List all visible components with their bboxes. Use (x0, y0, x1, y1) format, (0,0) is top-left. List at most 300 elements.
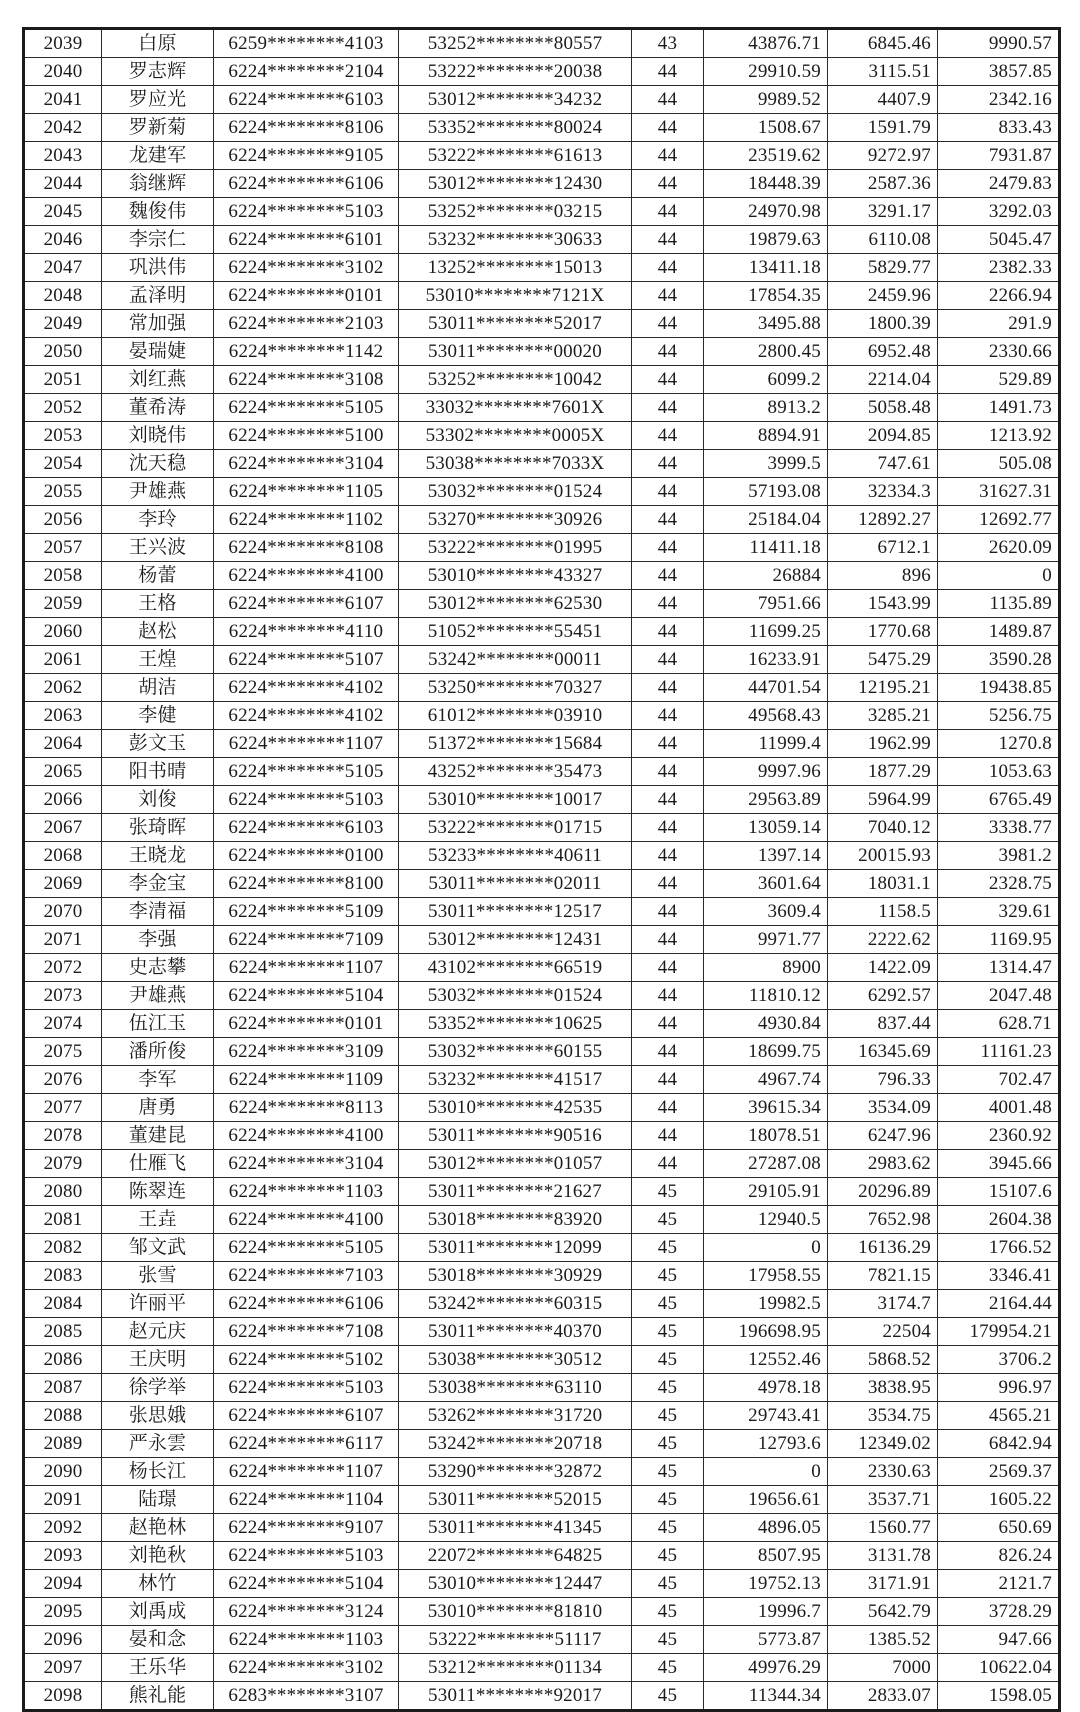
cell-sequence-number: 2039 (24, 29, 102, 58)
cell-group-code: 44 (632, 646, 704, 674)
cell-sequence-number: 2059 (24, 590, 102, 618)
cell-amount-2: 16345.69 (828, 1038, 938, 1066)
cell-amount-2: 896 (828, 562, 938, 590)
cell-sequence-number: 2054 (24, 450, 102, 478)
cell-amount-2: 2214.04 (828, 366, 938, 394)
cell-sequence-number: 2045 (24, 198, 102, 226)
cell-masked-id-number: 53011********52015 (399, 1486, 632, 1514)
cell-person-name: 董希涛 (102, 394, 214, 422)
cell-amount-1: 49568.43 (704, 702, 828, 730)
cell-amount-1: 23519.62 (704, 142, 828, 170)
cell-sequence-number: 2081 (24, 1206, 102, 1234)
cell-amount-2: 1560.77 (828, 1514, 938, 1542)
cell-amount-3: 996.97 (938, 1374, 1060, 1402)
cell-group-code: 44 (632, 338, 704, 366)
cell-masked-card-number: 6224********6117 (214, 1430, 399, 1458)
cell-group-code: 44 (632, 870, 704, 898)
cell-masked-card-number: 6224********5102 (214, 1346, 399, 1374)
cell-amount-1: 19879.63 (704, 226, 828, 254)
cell-sequence-number: 2047 (24, 254, 102, 282)
cell-amount-2: 2983.62 (828, 1150, 938, 1178)
cell-group-code: 45 (632, 1542, 704, 1570)
cell-person-name: 张雪 (102, 1262, 214, 1290)
cell-masked-card-number: 6224********3104 (214, 1150, 399, 1178)
cell-amount-2: 6247.96 (828, 1122, 938, 1150)
cell-group-code: 45 (632, 1318, 704, 1346)
cell-masked-id-number: 53012********62530 (399, 590, 632, 618)
cell-masked-id-number: 53032********01524 (399, 982, 632, 1010)
table-row (24, 142, 1060, 170)
cell-amount-3: 3706.2 (938, 1346, 1060, 1374)
cell-masked-id-number: 53352********80024 (399, 114, 632, 142)
cell-amount-1: 3999.5 (704, 450, 828, 478)
cell-person-name: 李金宝 (102, 870, 214, 898)
cell-person-name: 沈天稳 (102, 450, 214, 478)
cell-group-code: 44 (632, 1066, 704, 1094)
cell-sequence-number: 2071 (24, 926, 102, 954)
cell-group-code: 44 (632, 310, 704, 338)
table-row (24, 394, 1060, 422)
cell-amount-2: 6110.08 (828, 226, 938, 254)
cell-amount-2: 5829.77 (828, 254, 938, 282)
cell-amount-3: 3292.03 (938, 198, 1060, 226)
cell-amount-1: 11699.25 (704, 618, 828, 646)
cell-person-name: 罗志辉 (102, 58, 214, 86)
cell-amount-2: 12349.02 (828, 1430, 938, 1458)
cell-masked-id-number: 53232********41517 (399, 1066, 632, 1094)
cell-person-name: 魏俊伟 (102, 198, 214, 226)
cell-group-code: 44 (632, 926, 704, 954)
cell-masked-id-number: 33032********7601X (399, 394, 632, 422)
cell-amount-1: 8913.2 (704, 394, 828, 422)
cell-masked-card-number: 6224********5103 (214, 1542, 399, 1570)
cell-sequence-number: 2090 (24, 1458, 102, 1486)
cell-masked-card-number: 6224********8113 (214, 1094, 399, 1122)
cell-amount-2: 3537.71 (828, 1486, 938, 1514)
cell-amount-1: 7951.66 (704, 590, 828, 618)
cell-sequence-number: 2040 (24, 58, 102, 86)
cell-amount-2: 5642.79 (828, 1598, 938, 1626)
cell-person-name: 赵元庆 (102, 1318, 214, 1346)
table-row (24, 534, 1060, 562)
cell-amount-1: 29910.59 (704, 58, 828, 86)
cell-amount-3: 2164.44 (938, 1290, 1060, 1318)
cell-sequence-number: 2084 (24, 1290, 102, 1318)
cell-person-name: 罗新菊 (102, 114, 214, 142)
cell-person-name: 刘红燕 (102, 366, 214, 394)
table-row (24, 1346, 1060, 1374)
cell-group-code: 44 (632, 842, 704, 870)
table-row (24, 478, 1060, 506)
cell-amount-1: 16233.91 (704, 646, 828, 674)
cell-masked-id-number: 43102********66519 (399, 954, 632, 982)
cell-group-code: 44 (632, 898, 704, 926)
table-row (24, 1570, 1060, 1598)
cell-group-code: 44 (632, 982, 704, 1010)
cell-masked-card-number: 6224********1105 (214, 478, 399, 506)
cell-amount-1: 17854.35 (704, 282, 828, 310)
cell-amount-3: 5045.47 (938, 226, 1060, 254)
cell-amount-2: 3131.78 (828, 1542, 938, 1570)
cell-amount-1: 49976.29 (704, 1654, 828, 1682)
cell-sequence-number: 2089 (24, 1430, 102, 1458)
cell-masked-card-number: 6224********8106 (214, 114, 399, 142)
table-row (24, 1066, 1060, 1094)
cell-group-code: 44 (632, 1122, 704, 1150)
cell-amount-1: 8894.91 (704, 422, 828, 450)
cell-amount-3: 1213.92 (938, 422, 1060, 450)
cell-group-code: 44 (632, 86, 704, 114)
cell-amount-2: 12892.27 (828, 506, 938, 534)
cell-amount-2: 747.61 (828, 450, 938, 478)
table-row (24, 58, 1060, 86)
cell-masked-id-number: 53012********34232 (399, 86, 632, 114)
cell-sequence-number: 2088 (24, 1402, 102, 1430)
cell-masked-id-number: 51052********55451 (399, 618, 632, 646)
cell-person-name: 罗应光 (102, 86, 214, 114)
cell-amount-1: 12940.5 (704, 1206, 828, 1234)
cell-amount-1: 3601.64 (704, 870, 828, 898)
table-row (24, 1430, 1060, 1458)
cell-sequence-number: 2042 (24, 114, 102, 142)
cell-amount-1: 3609.4 (704, 898, 828, 926)
cell-masked-card-number: 6224********5105 (214, 758, 399, 786)
cell-amount-1: 18699.75 (704, 1038, 828, 1066)
cell-group-code: 45 (632, 1598, 704, 1626)
cell-sequence-number: 2049 (24, 310, 102, 338)
cell-group-code: 44 (632, 702, 704, 730)
cell-masked-id-number: 53018********83920 (399, 1206, 632, 1234)
table-row (24, 618, 1060, 646)
cell-sequence-number: 2094 (24, 1570, 102, 1598)
cell-masked-id-number: 53352********10625 (399, 1010, 632, 1038)
cell-amount-2: 3171.91 (828, 1570, 938, 1598)
table-row (24, 422, 1060, 450)
cell-sequence-number: 2069 (24, 870, 102, 898)
cell-masked-card-number: 6224********6107 (214, 590, 399, 618)
table-row (24, 1122, 1060, 1150)
cell-sequence-number: 2082 (24, 1234, 102, 1262)
cell-masked-card-number: 6224********1104 (214, 1486, 399, 1514)
cell-person-name: 许丽平 (102, 1290, 214, 1318)
cell-masked-id-number: 53222********01715 (399, 814, 632, 842)
cell-masked-id-number: 53011********02011 (399, 870, 632, 898)
cell-masked-id-number: 53242********00011 (399, 646, 632, 674)
cell-amount-1: 17958.55 (704, 1262, 828, 1290)
cell-sequence-number: 2097 (24, 1654, 102, 1682)
cell-masked-card-number: 6224********1107 (214, 1458, 399, 1486)
cell-group-code: 44 (632, 478, 704, 506)
cell-sequence-number: 2087 (24, 1374, 102, 1402)
cell-person-name: 史志攀 (102, 954, 214, 982)
cell-amount-2: 4407.9 (828, 86, 938, 114)
cell-amount-3: 19438.85 (938, 674, 1060, 702)
cell-amount-2: 1591.79 (828, 114, 938, 142)
cell-masked-id-number: 13252********15013 (399, 254, 632, 282)
table-row (24, 170, 1060, 198)
cell-person-name: 林竹 (102, 1570, 214, 1598)
cell-group-code: 45 (632, 1290, 704, 1318)
cell-sequence-number: 2098 (24, 1682, 102, 1711)
cell-sequence-number: 2079 (24, 1150, 102, 1178)
cell-group-code: 45 (632, 1402, 704, 1430)
cell-person-name: 熊礼能 (102, 1682, 214, 1711)
cell-masked-id-number: 53242********60315 (399, 1290, 632, 1318)
cell-person-name: 潘所俊 (102, 1038, 214, 1066)
cell-group-code: 45 (632, 1514, 704, 1542)
cell-masked-id-number: 53222********20038 (399, 58, 632, 86)
cell-amount-1: 11810.12 (704, 982, 828, 1010)
cell-masked-card-number: 6224********6103 (214, 86, 399, 114)
cell-masked-card-number: 6224********2103 (214, 310, 399, 338)
cell-masked-card-number: 6224********5109 (214, 898, 399, 926)
table-row (24, 198, 1060, 226)
cell-amount-1: 26884 (704, 562, 828, 590)
cell-sequence-number: 2078 (24, 1122, 102, 1150)
cell-amount-1: 8900 (704, 954, 828, 982)
cell-group-code: 44 (632, 1010, 704, 1038)
cell-masked-card-number: 6224********5100 (214, 422, 399, 450)
cell-masked-card-number: 6224********5104 (214, 982, 399, 1010)
cell-person-name: 王煌 (102, 646, 214, 674)
cell-masked-card-number: 6224********9107 (214, 1514, 399, 1542)
cell-masked-card-number: 6224********3102 (214, 254, 399, 282)
cell-person-name: 常加强 (102, 310, 214, 338)
cell-masked-card-number: 6224********4102 (214, 674, 399, 702)
cell-amount-1: 4967.74 (704, 1066, 828, 1094)
cell-sequence-number: 2043 (24, 142, 102, 170)
cell-masked-id-number: 53012********12431 (399, 926, 632, 954)
cell-amount-1: 29105.91 (704, 1178, 828, 1206)
cell-sequence-number: 2062 (24, 674, 102, 702)
table-row (24, 730, 1060, 758)
table-row (24, 1318, 1060, 1346)
cell-masked-id-number: 53012********01057 (399, 1150, 632, 1178)
cell-sequence-number: 2066 (24, 786, 102, 814)
cell-group-code: 44 (632, 450, 704, 478)
cell-amount-1: 11411.18 (704, 534, 828, 562)
cell-group-code: 44 (632, 422, 704, 450)
cell-sequence-number: 2083 (24, 1262, 102, 1290)
cell-amount-3: 291.9 (938, 310, 1060, 338)
cell-masked-card-number: 6224********8100 (214, 870, 399, 898)
cell-amount-2: 6712.1 (828, 534, 938, 562)
cell-amount-1: 19752.13 (704, 1570, 828, 1598)
cell-person-name: 彭文玉 (102, 730, 214, 758)
cell-masked-id-number: 53012********12430 (399, 170, 632, 198)
cell-amount-1: 19656.61 (704, 1486, 828, 1514)
cell-sequence-number: 2085 (24, 1318, 102, 1346)
cell-masked-id-number: 53018********30929 (399, 1262, 632, 1290)
cell-amount-1: 6099.2 (704, 366, 828, 394)
cell-sequence-number: 2065 (24, 758, 102, 786)
cell-masked-id-number: 53222********01995 (399, 534, 632, 562)
cell-amount-1: 24970.98 (704, 198, 828, 226)
cell-group-code: 44 (632, 114, 704, 142)
cell-sequence-number: 2056 (24, 506, 102, 534)
cell-masked-card-number: 6224********7108 (214, 1318, 399, 1346)
cell-group-code: 43 (632, 29, 704, 58)
cell-person-name: 晏和念 (102, 1626, 214, 1654)
cell-amount-2: 7040.12 (828, 814, 938, 842)
cell-sequence-number: 2050 (24, 338, 102, 366)
cell-group-code: 44 (632, 618, 704, 646)
cell-masked-id-number: 53252********80557 (399, 29, 632, 58)
cell-amount-2: 837.44 (828, 1010, 938, 1038)
cell-amount-3: 3945.66 (938, 1150, 1060, 1178)
cell-amount-3: 529.89 (938, 366, 1060, 394)
cell-person-name: 巩洪伟 (102, 254, 214, 282)
cell-person-name: 刘晓伟 (102, 422, 214, 450)
cell-amount-1: 29743.41 (704, 1402, 828, 1430)
cell-masked-card-number: 6224********1142 (214, 338, 399, 366)
cell-person-name: 阳书晴 (102, 758, 214, 786)
cell-amount-2: 1962.99 (828, 730, 938, 758)
cell-amount-2: 796.33 (828, 1066, 938, 1094)
cell-person-name: 唐勇 (102, 1094, 214, 1122)
cell-person-name: 李清福 (102, 898, 214, 926)
cell-masked-id-number: 53011********40370 (399, 1318, 632, 1346)
cell-amount-3: 2360.92 (938, 1122, 1060, 1150)
cell-group-code: 44 (632, 1094, 704, 1122)
cell-group-code: 44 (632, 1150, 704, 1178)
cell-group-code: 44 (632, 758, 704, 786)
cell-masked-card-number: 6224********5105 (214, 1234, 399, 1262)
cell-masked-card-number: 6224********3124 (214, 1598, 399, 1626)
table-row (24, 1486, 1060, 1514)
table-row (24, 786, 1060, 814)
cell-sequence-number: 2072 (24, 954, 102, 982)
cell-person-name: 尹雄燕 (102, 982, 214, 1010)
cell-masked-card-number: 6224********0101 (214, 282, 399, 310)
cell-amount-3: 833.43 (938, 114, 1060, 142)
cell-masked-card-number: 6224********5105 (214, 394, 399, 422)
table-row (24, 254, 1060, 282)
cell-group-code: 44 (632, 58, 704, 86)
cell-amount-3: 3346.41 (938, 1262, 1060, 1290)
cell-amount-1: 44701.54 (704, 674, 828, 702)
cell-amount-3: 1270.8 (938, 730, 1060, 758)
cell-amount-1: 9997.96 (704, 758, 828, 786)
cell-masked-id-number: 53222********51117 (399, 1626, 632, 1654)
cell-amount-3: 4565.21 (938, 1402, 1060, 1430)
table-row (24, 226, 1060, 254)
cell-amount-1: 19996.7 (704, 1598, 828, 1626)
cell-person-name: 晏瑞婕 (102, 338, 214, 366)
cell-amount-2: 7000 (828, 1654, 938, 1682)
table-row (24, 758, 1060, 786)
cell-masked-card-number: 6224********6107 (214, 1402, 399, 1430)
cell-group-code: 45 (632, 1626, 704, 1654)
cell-amount-3: 4001.48 (938, 1094, 1060, 1122)
table-row (24, 1094, 1060, 1122)
cell-group-code: 44 (632, 282, 704, 310)
cell-amount-2: 5868.52 (828, 1346, 938, 1374)
table-row (24, 1626, 1060, 1654)
cell-masked-id-number: 53011********92017 (399, 1682, 632, 1711)
cell-amount-3: 2479.83 (938, 170, 1060, 198)
cell-masked-card-number: 6224********5103 (214, 1374, 399, 1402)
cell-amount-3: 2342.16 (938, 86, 1060, 114)
table-row (24, 1374, 1060, 1402)
cell-sequence-number: 2068 (24, 842, 102, 870)
cell-amount-2: 20296.89 (828, 1178, 938, 1206)
table-row (24, 590, 1060, 618)
cell-person-name: 刘俊 (102, 786, 214, 814)
cell-sequence-number: 2077 (24, 1094, 102, 1122)
cell-person-name: 李玲 (102, 506, 214, 534)
table-row (24, 1234, 1060, 1262)
cell-masked-card-number: 6259********4103 (214, 29, 399, 58)
cell-group-code: 45 (632, 1206, 704, 1234)
cell-amount-1: 18448.39 (704, 170, 828, 198)
cell-amount-3: 1169.95 (938, 926, 1060, 954)
cell-amount-3: 947.66 (938, 1626, 1060, 1654)
cell-group-code: 45 (632, 1486, 704, 1514)
cell-masked-id-number: 53010********42535 (399, 1094, 632, 1122)
cell-amount-3: 1766.52 (938, 1234, 1060, 1262)
cell-amount-2: 18031.1 (828, 870, 938, 898)
cell-amount-1: 57193.08 (704, 478, 828, 506)
cell-amount-2: 1158.5 (828, 898, 938, 926)
cell-masked-id-number: 53250********70327 (399, 674, 632, 702)
cell-amount-3: 2604.38 (938, 1206, 1060, 1234)
cell-amount-1: 5773.87 (704, 1626, 828, 1654)
cell-person-name: 赵艳林 (102, 1514, 214, 1542)
cell-person-name: 龙建军 (102, 142, 214, 170)
cell-masked-id-number: 53290********32872 (399, 1458, 632, 1486)
cell-amount-1: 12793.6 (704, 1430, 828, 1458)
cell-amount-3: 2328.75 (938, 870, 1060, 898)
cell-amount-3: 2569.37 (938, 1458, 1060, 1486)
table-row (24, 842, 1060, 870)
cell-amount-1: 3495.88 (704, 310, 828, 338)
cell-amount-2: 5964.99 (828, 786, 938, 814)
cell-amount-2: 9272.97 (828, 142, 938, 170)
cell-person-name: 孟泽明 (102, 282, 214, 310)
cell-masked-id-number: 51372********15684 (399, 730, 632, 758)
cell-person-name: 李宗仁 (102, 226, 214, 254)
cell-masked-id-number: 53010********7121X (399, 282, 632, 310)
cell-person-name: 严永雲 (102, 1430, 214, 1458)
table-row (24, 982, 1060, 1010)
table-row (24, 1654, 1060, 1682)
cell-masked-id-number: 43252********35473 (399, 758, 632, 786)
cell-sequence-number: 2074 (24, 1010, 102, 1038)
table-row (24, 646, 1060, 674)
cell-masked-card-number: 6224********6103 (214, 814, 399, 842)
table-row (24, 86, 1060, 114)
cell-group-code: 45 (632, 1654, 704, 1682)
cell-group-code: 44 (632, 814, 704, 842)
cell-amount-2: 1385.52 (828, 1626, 938, 1654)
cell-amount-2: 2094.85 (828, 422, 938, 450)
cell-amount-3: 15107.6 (938, 1178, 1060, 1206)
cell-amount-2: 2833.07 (828, 1682, 938, 1711)
cell-amount-2: 1877.29 (828, 758, 938, 786)
cell-amount-3: 1491.73 (938, 394, 1060, 422)
cell-sequence-number: 2080 (24, 1178, 102, 1206)
cell-masked-id-number: 53010********81810 (399, 1598, 632, 1626)
cell-amount-3: 3981.2 (938, 842, 1060, 870)
cell-amount-2: 1800.39 (828, 310, 938, 338)
cell-masked-card-number: 6224********1103 (214, 1178, 399, 1206)
cell-masked-id-number: 53233********40611 (399, 842, 632, 870)
cell-amount-1: 18078.51 (704, 1122, 828, 1150)
table-row (24, 506, 1060, 534)
table-row (24, 366, 1060, 394)
cell-sequence-number: 2057 (24, 534, 102, 562)
